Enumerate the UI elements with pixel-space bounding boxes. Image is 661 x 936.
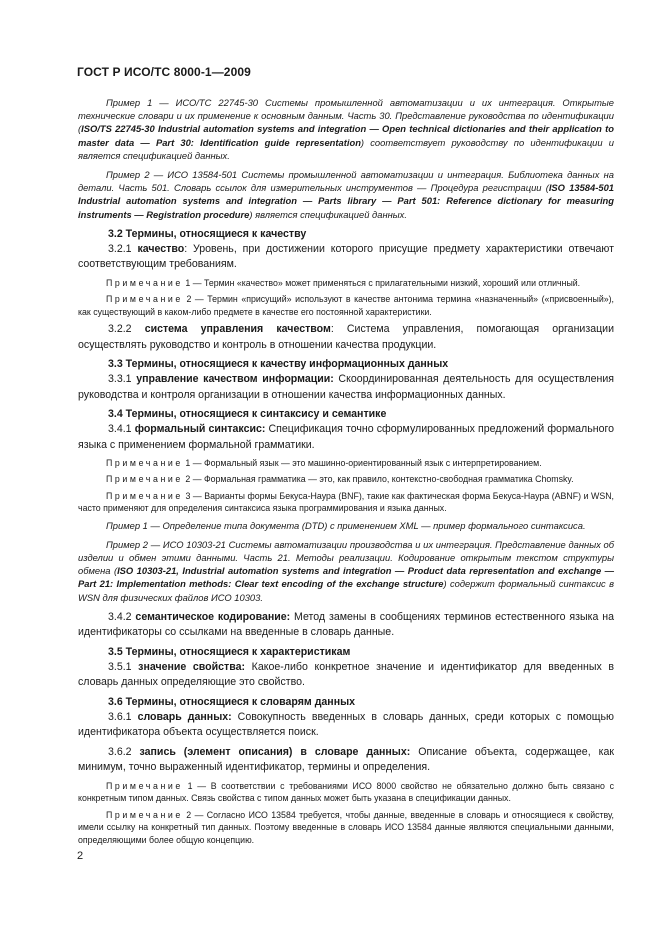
term-number: 3.4.1 (108, 423, 135, 436)
term-3-4-2 (78, 610, 614, 641)
term-name: запись (элемент описания) в словаре данных: (139, 745, 411, 758)
term-definition: Какое-либо конкретное значение и идентификатор для введенных в словарь данных определяющие это свойство. (78, 660, 614, 689)
note-text: 2 — Согласно ИСО 13584 требуется, чтобы данные, введенные в словарь и относящиеся к свойству, имели ссылку на конкретный тип данных. Поэтому введенные в словарь ИСО 13584 данные являются специальными данными, определяющими более общую концепцию. (78, 809, 614, 845)
term-name: управление качеством информации: (136, 373, 334, 386)
term-definition: : Уровень, при достижении которого присущие предмету характеристики отвечают соответствующим требованиям. (78, 242, 614, 271)
section-heading-3-4: 3.4 Термины, относящиеся к синтаксису и семантике (108, 408, 387, 421)
term-name: семантическое кодирование: (135, 610, 291, 623)
example-english-title: ISO 13584-501 Industrial automation systems and integration — Parts library — Part 501: Reference dictionary for measuring instruments — Registration procedure (78, 182, 614, 220)
term-definition: Описание объекта, содержащее, как минимум, точно выраженный идентификатор, термины и определения. (78, 745, 614, 774)
term-3-3-1 (78, 372, 614, 403)
example-text: Пример 2 — ИСО 13584-501 Системы промышленной автоматизации и интеграция. Библиотека данных на детали. Часть 501. Словарь ссылок для измерительных инструментов — Процедура регистрации ( (78, 169, 614, 194)
term-name: значение свойства: (138, 660, 246, 673)
note-text: 1 — Термин «качество» может применяться с прилагательными низкий, хороший или отличный. (182, 277, 581, 288)
term-number: 3.4.2 (108, 610, 136, 623)
term-definition: : Система управления, помогающая организации осуществлять руководство и контроль в отношении качества продукции. (78, 323, 614, 351)
term-3-5-1 (78, 660, 614, 691)
term-number: 3.6.2 (108, 745, 140, 758)
note (78, 809, 614, 846)
note-text: 1 — Формальный язык — это машинно-ориентированный язык с интерпретированием. (182, 458, 542, 469)
term-3-6-1 (78, 710, 614, 741)
note-text: 3 — Варианты формы Бекуса-Наура (BNF), такие как фактическая форма Бекуса-Наура (ABNF) и WSN, часто применяют для определения синтаксиса языка программирования и языка данных. (78, 490, 614, 514)
note-label: Примечание (106, 474, 183, 485)
note-text: 2 — Термин «присущий» используют в качестве антонима термина «назначенный» («присвоенный»), как существующий в каком-либо предмете в качестве его постоянной характеристики. (78, 294, 614, 317)
term-number: 3.5.1 (108, 660, 139, 673)
example-text: Пример 2 — ИСО 10303-21 Системы автоматизации производства и их интеграция. Представление данных об изделии и обмен этими данными. Часть 21. Методы реализации. Кодирование открытым текстом структуры обмена ( (78, 538, 614, 577)
example-paragraph (78, 538, 614, 604)
example-text: ) является спецификацией данных. (249, 208, 407, 220)
example-paragraph (78, 168, 614, 221)
example-text: ) содержит формальный синтаксис в WSN для физических файлов ИСО 10303. (78, 578, 614, 603)
term-3-2-1 (78, 242, 614, 273)
term-definition: Скоординированная деятельность для осуществления руководства и контроля организации в отношении качества информационных данных. (78, 373, 614, 401)
term-definition: Совокупность введенных в словарь данных, среди которых с помощью идентификатора объекта осуществляется поиск. (78, 710, 614, 739)
note-label: Примечание (106, 277, 183, 288)
document-header: ГОСТ Р ИСО/ТС 8000-1—2009 (77, 65, 251, 79)
example-text: Пример 1 — ИСО/ТС 22745-30 Системы промышленной автоматизации и их интеграция. Открытые технические словари и их применение к основным данным. Часть 30. Представление руководства по идентификации ( (78, 97, 614, 135)
note-text: 1 — В соответствии с требованиями ИСО 8000 свойство не обязательно должно быть связано с конкретным типом данных. Связь свойства с типом данных может быть указана в спецификации данных. (78, 780, 614, 804)
term-name: качество (137, 242, 185, 255)
note-label: Примечание (106, 294, 183, 305)
example-english-title: ISO/TS 22745-30 Industrial automation systems and integration — Open technical dictionaries and their application to master data — Part 30: Identification guide representation (78, 123, 614, 148)
example-text: ) соответствует руководству по идентификации и является спецификацией данных. (78, 136, 614, 161)
term-name: словарь данных: (137, 710, 232, 723)
note (78, 277, 614, 289)
term-number: 3.2.1 (108, 242, 138, 255)
term-3-4-1 (78, 422, 614, 453)
example-paragraph: Пример 1 — Определение типа документа (DTD) с применением XML — пример формального синтаксиса. (106, 519, 586, 531)
section-heading-3-3: 3.3 Термины, относящиеся к качеству информационных данных (108, 358, 449, 371)
example-english-title: ISO 10303-21, Industrial automation systems and integration — Product data representation and exchange — Part 21: Implementation methods: Clear text encoding of the exchange structure (78, 565, 615, 590)
page-number: 2 (77, 850, 84, 862)
term-number: 3.2.2 (108, 323, 145, 336)
note-label: Примечание (106, 490, 183, 501)
term-3-2-2 (78, 322, 614, 353)
section-heading-3-6: 3.6 Термины, относящиеся к словарям данных (108, 695, 356, 708)
term-number: 3.3.1 (108, 373, 137, 386)
term-number: 3.6.1 (108, 710, 138, 723)
section-heading-3-5: 3.5 Термины, относящиеся к характеристикам (108, 645, 351, 658)
note (78, 490, 614, 515)
note-text: 2 — Формальная грамматика — это, как правило, контекстно-свободная грамматика Chomsky. (182, 474, 574, 485)
note (78, 473, 614, 485)
term-3-6-2 (78, 745, 614, 776)
note-label: Примечание (106, 780, 183, 791)
term-name: система управления качеством (144, 323, 331, 336)
note (78, 293, 614, 318)
note (78, 457, 614, 469)
example-paragraph (78, 96, 614, 162)
page-content (78, 96, 614, 850)
section-heading-3-2: 3.2 Термины, относящиеся к качеству (108, 227, 307, 240)
term-definition: Спецификация точно сформулированных предложений формального языка с применением формальной грамматики. (78, 423, 614, 451)
term-name: формальный синтаксис: (134, 423, 266, 436)
note-label: Примечание (106, 809, 183, 820)
term-definition: Метод замены в сообщениях терминов естественного языка на идентификаторы со ссылками на введенные в словарь данные. (78, 610, 614, 639)
note (78, 780, 614, 805)
note-label: Примечание (106, 458, 183, 469)
